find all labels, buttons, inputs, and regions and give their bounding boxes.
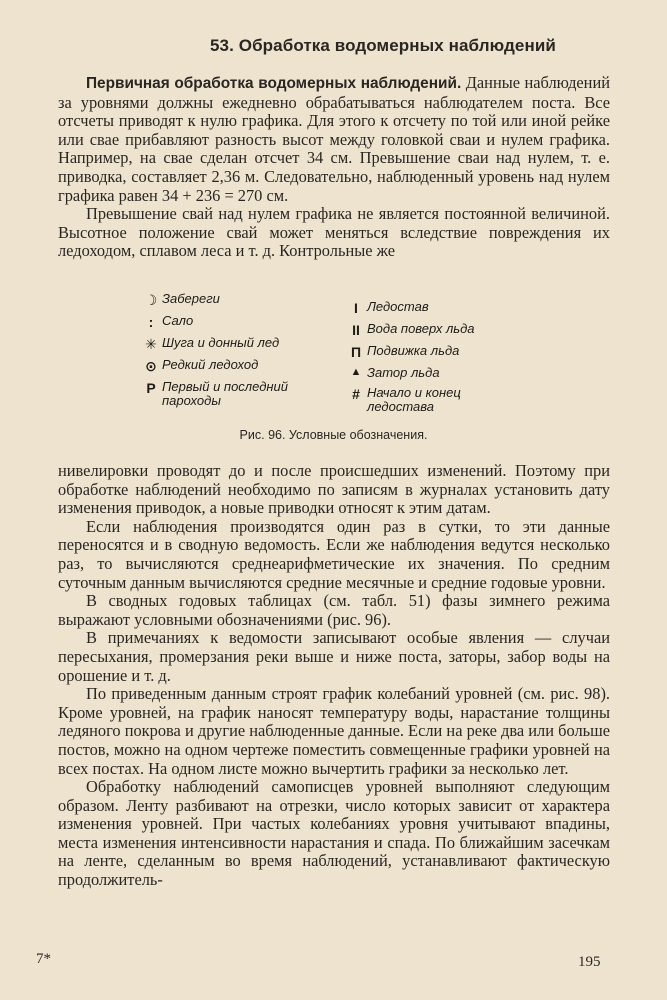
paragraph-continuation: нивелировки проводят до и после происшедших изменений. Поэтому при обработке наблюдений необходимо по записям в журналах установить дату изменения приводок, а новые приводки относят к этим датам.: [58, 461, 610, 518]
page-number: 195: [578, 954, 601, 970]
figure-96-legend: [140, 292, 540, 412]
paragraph-pile-elevation: Превышение свай над нулем графика не является постоянной величиной. Высотное положение свай может меняться вследствие повреждения их ледоходом, сплавом леса и т. д. Контрольные же: [58, 204, 610, 261]
hash-icon: #: [352, 386, 360, 402]
text-block-bottom: [58, 462, 610, 890]
legend-item-rare-ice-drift: ⊙ Редкий ледоход: [140, 358, 258, 375]
letter-p-icon: P: [146, 380, 156, 396]
runin-heading: Первичная обработка водомерных наблюдений.: [86, 75, 462, 92]
pi-icon: П: [350, 344, 362, 360]
single-bar-icon: I: [354, 300, 358, 316]
legend-item-shuga: ✳ Шуга и донный лед: [140, 336, 279, 353]
legend-item-ice-shift: П Подвижка льда: [345, 344, 459, 360]
legend-item-zaberegi: ☽ Забереги: [140, 292, 220, 309]
double-bar-icon: II: [352, 322, 360, 338]
paragraph-recorders: Обработку наблюдений самописцев уровней выполняют следующим образом. Ленту разбивают на отрезки, число которых зависит от характера изменения уровней. При частых колебаниях уровня учитывают впадины, места изменения интенсивности нарастания и спада. По ближайшим засечкам на ленте, сделанным во время наблюдений, устанавливают фактическую продолжитель-: [58, 777, 610, 890]
paragraph-graph: По приведенным данным строят график колебаний уровней (см. рис. 98). Кроме уровней, на график наносят температуру воды, нарастание толщины ледяного покрова и другие наблюденные данные. Если на реке два или больше постов, можно на одном чертеже поместить совмещенные графики уровней на всех постах. На одном листе можно вычертить графики за несколько лет.: [58, 684, 610, 778]
asterisk-icon: ✳: [145, 336, 157, 352]
text-block-top: [58, 74, 610, 261]
legend-item-salo: : Сало: [140, 314, 193, 330]
dots-icon: :: [148, 314, 154, 330]
signature-mark: 7*: [36, 951, 51, 967]
paragraph-primary-processing: [58, 74, 610, 205]
paragraph-daily-observations: Если наблюдения производятся один раз в сутки, то эти данные переносятся и в сводную ведомость. Если же наблюдения ведутся несколько раз, то вычисляются среднеарифметические их значения. По средним суточным данным вычисляются средние месячные и средние годовые уровни.: [58, 516, 610, 592]
legend-item-water-over-ice: II Вода поверх льда: [345, 322, 475, 338]
legend-item-ice-jam: ▲ Затор льда: [345, 366, 440, 380]
paragraph-body: Данные наблюдений за уровнями должны ежедневно обрабатываться наблюдателем поста. Все отсчеты приводят к нулю графика. Для этого к отсчету по той или иной рейке или свае прибавляют разность высот между головкой сваи и нулем графика. Например, на свае сделан отсчет 34 см. Превышение сваи над нулем, т. е. приводка, составляет 2,36 м. Следовательно, наблюденный уровень над нулем графика равен 34 + 236 = 270 см.: [58, 73, 610, 205]
circled-dot-icon: ⊙: [145, 358, 157, 374]
legend-item-freeze-up: I Ледостав: [345, 300, 429, 316]
paragraph-notes: В примечаниях к ведомости записывают особые явления — случаи пересыхания, промерзания реки выше и ниже поста, заторы, забор воды на орошение и т. д.: [58, 628, 610, 685]
legend-item-steamers: P Первый и последний пароходы: [140, 380, 312, 408]
section-heading: 53. Обработка водомерных наблюдений: [210, 36, 556, 55]
legend-item-freeze-start-end: # Начало и конец ледостава: [345, 386, 487, 414]
paragraph-yearly-tables: В сводных годовых таблицах (см. табл. 51) фазы зимнего режима выражают условными обозначениями (рис. 96).: [58, 591, 610, 629]
figure-caption: Рис. 96. Условные обозначения.: [239, 428, 428, 442]
triangle-icon: ▲: [350, 366, 362, 378]
crescent-icon: ☽: [144, 292, 158, 308]
